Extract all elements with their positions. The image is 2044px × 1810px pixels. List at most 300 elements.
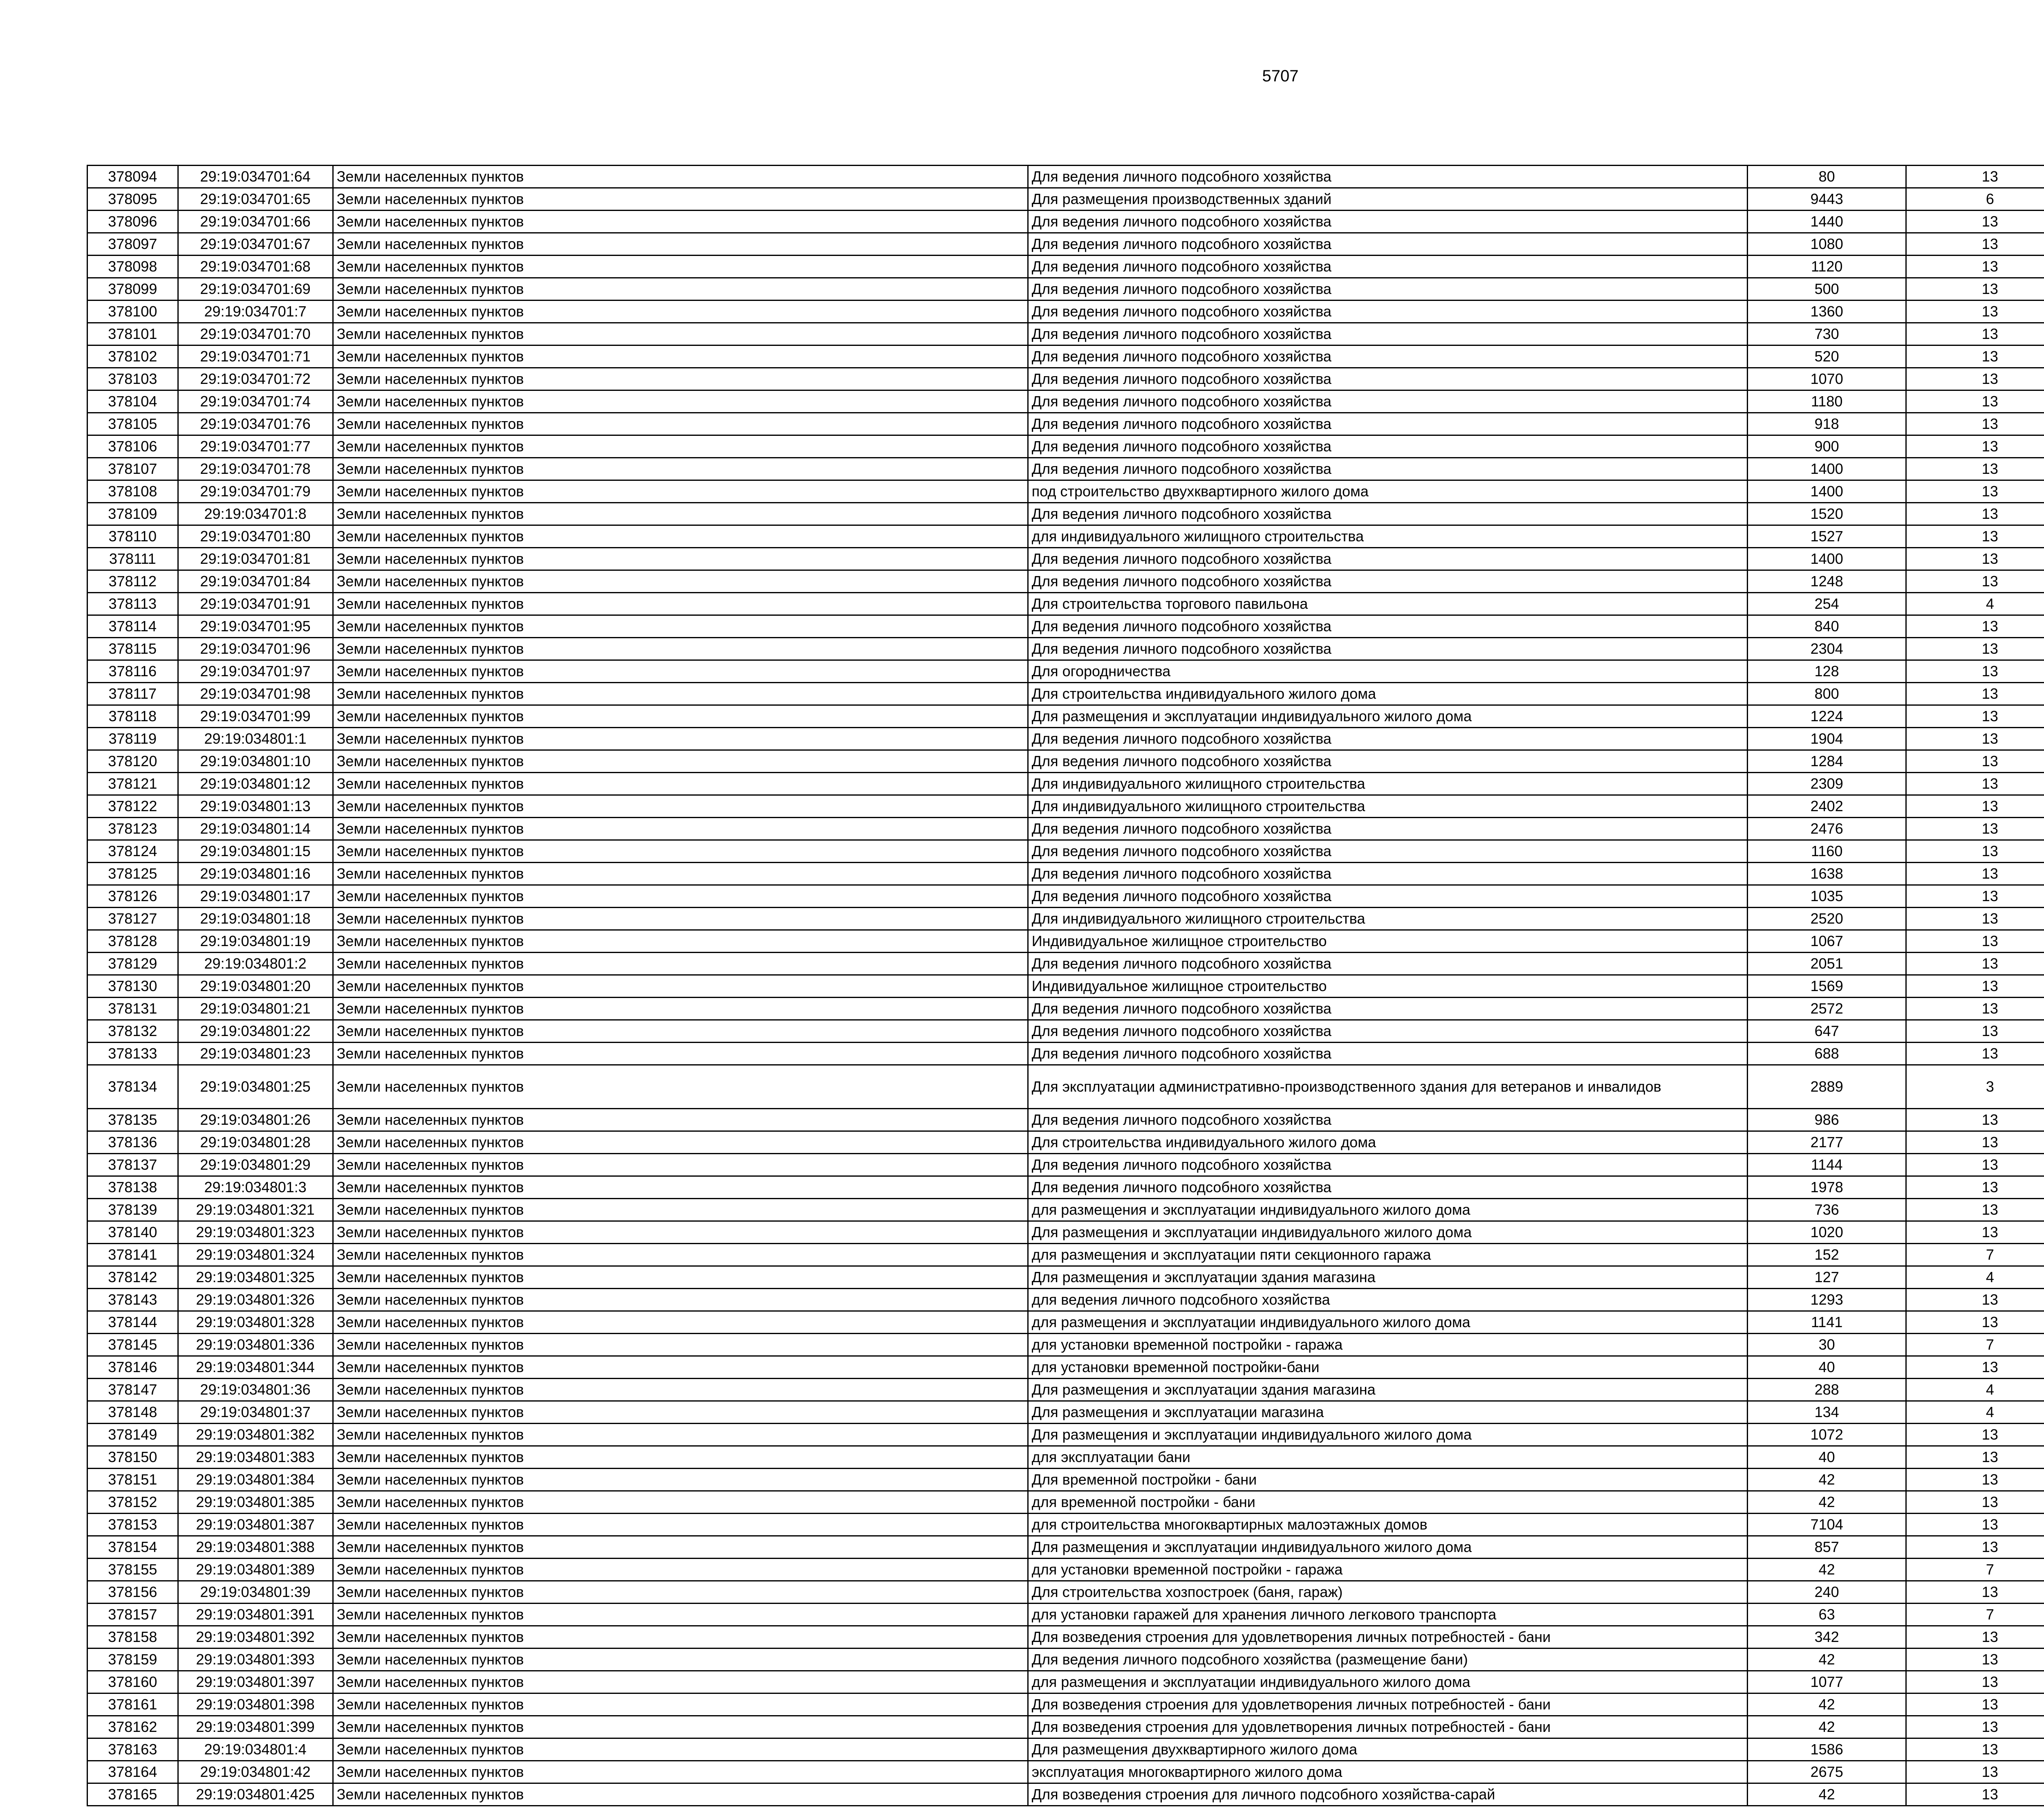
land-category-cell: Земли населенных пунктов [333,548,1028,570]
group-number-cell: 13 [1906,863,2044,885]
permitted-use-cell: Для ведения личного подсобного хозяйства [1028,1176,1747,1199]
area-cell: 1904 [1748,728,1906,750]
table-row [87,233,2044,256]
permitted-use-cell: для установки временной постройки - гаража [1028,1334,1747,1356]
row-number-cell: 378116 [87,660,178,683]
table-row [87,1783,2044,1806]
cadastral-number-cell: 29:19:034801:389 [178,1559,333,1581]
permitted-use-cell: Для огородничества [1028,660,1747,683]
area-cell: 688 [1748,1043,1906,1065]
permitted-use-cell: Для размещения и эксплуатации магазина [1028,1401,1747,1424]
permitted-use-cell: Для ведения личного подсобного хозяйства [1028,570,1747,593]
permitted-use-cell: для строительства многоквартирных малоэтажных домов [1028,1514,1747,1536]
permitted-use-cell: Для ведения личного подсобного хозяйства [1028,345,1747,368]
group-number-cell: 13 [1906,1783,2044,1806]
permitted-use-cell: Для ведения личного подсобного хозяйства [1028,728,1747,750]
row-number-cell: 378121 [87,773,178,795]
land-category-cell: Земли населенных пунктов [333,503,1028,525]
row-number-cell: 378148 [87,1401,178,1424]
land-category-cell: Земли населенных пунктов [333,1065,1028,1109]
area-cell: 1144 [1748,1154,1906,1176]
area-cell: 42 [1748,1649,1906,1671]
land-category-cell: Земли населенных пунктов [333,435,1028,458]
group-number-cell: 13 [1906,233,2044,256]
group-number-cell: 13 [1906,1761,2044,1783]
permitted-use-cell: Для размещения и эксплуатации индивидуального жилого дома [1028,1221,1747,1244]
row-number-cell: 378162 [87,1716,178,1738]
group-number-cell: 13 [1906,548,2044,570]
permitted-use-cell: Для ведения личного подсобного хозяйства [1028,301,1747,323]
area-cell: 900 [1748,435,1906,458]
area-cell: 240 [1748,1581,1906,1604]
area-cell: 986 [1748,1109,1906,1131]
area-cell: 2402 [1748,795,1906,818]
area-cell: 127 [1748,1266,1906,1289]
cadastral-number-cell: 29:19:034801:29 [178,1154,333,1176]
area-cell: 42 [1748,1783,1906,1806]
row-number-cell: 378107 [87,458,178,480]
cadastral-number-cell: 29:19:034801:324 [178,1244,333,1266]
group-number-cell: 13 [1906,368,2044,390]
row-number-cell: 378099 [87,278,178,301]
row-number-cell: 378109 [87,503,178,525]
area-cell: 1586 [1748,1738,1906,1761]
land-category-cell: Земли населенных пунктов [333,615,1028,638]
group-number-cell: 13 [1906,525,2044,548]
row-number-cell: 378123 [87,818,178,840]
permitted-use-cell: Для возведения строения для удовлетворения личных потребностей - бани [1028,1693,1747,1716]
row-number-cell: 378117 [87,683,178,705]
row-number-cell: 378134 [87,1065,178,1109]
table-row [87,1626,2044,1649]
group-number-cell: 13 [1906,795,2044,818]
cadastral-number-cell: 29:19:034801:16 [178,863,333,885]
table-row [87,1311,2044,1334]
area-cell: 1141 [1748,1311,1906,1334]
area-cell: 2675 [1748,1761,1906,1783]
area-cell: 2572 [1748,998,1906,1020]
row-number-cell: 378161 [87,1693,178,1716]
area-cell: 1070 [1748,368,1906,390]
permitted-use-cell: Для размещения и эксплуатации здания магазина [1028,1266,1747,1289]
cadastral-number-cell: 29:19:034801:10 [178,750,333,773]
row-number-cell: 378120 [87,750,178,773]
area-cell: 1224 [1748,705,1906,728]
row-number-cell: 378163 [87,1738,178,1761]
group-number-cell: 13 [1906,705,2044,728]
land-category-cell: Земли населенных пунктов [333,1176,1028,1199]
permitted-use-cell: под строительство двухквартирного жилого дома [1028,480,1747,503]
cadastral-number-cell: 29:19:034801:325 [178,1266,333,1289]
land-category-cell: Земли населенных пунктов [333,525,1028,548]
land-category-cell: Земли населенных пунктов [333,1559,1028,1581]
permitted-use-cell: для эксплуатации бани [1028,1446,1747,1469]
permitted-use-cell: Для ведения личного подсобного хозяйства [1028,863,1747,885]
area-cell: 80 [1748,166,1906,188]
row-number-cell: 378126 [87,885,178,908]
cadastral-number-cell: 29:19:034801:1 [178,728,333,750]
table-row [87,1716,2044,1738]
land-category-cell: Земли населенных пунктов [333,233,1028,256]
page-number: 5707 [1262,67,1299,85]
cadastral-number-cell: 29:19:034701:66 [178,211,333,233]
land-category-cell: Земли населенных пунктов [333,301,1028,323]
area-cell: 857 [1748,1536,1906,1559]
table-row [87,840,2044,863]
land-category-cell: Земли населенных пунктов [333,413,1028,435]
land-category-cell: Земли населенных пунктов [333,908,1028,930]
table-row [87,301,2044,323]
row-number-cell: 378096 [87,211,178,233]
group-number-cell: 7 [1906,1244,2044,1266]
group-number-cell: 13 [1906,503,2044,525]
table-row [87,503,2044,525]
group-number-cell: 13 [1906,1221,2044,1244]
table-row [87,1514,2044,1536]
cadastral-number-cell: 29:19:034801:323 [178,1221,333,1244]
land-category-cell: Земли населенных пунктов [333,1581,1028,1604]
table-row [87,660,2044,683]
table-row [87,1176,2044,1199]
cadastral-number-cell: 29:19:034801:22 [178,1020,333,1043]
land-category-cell: Земли населенных пунктов [333,1020,1028,1043]
cadastral-number-cell: 29:19:034801:392 [178,1626,333,1649]
group-number-cell: 7 [1906,1559,2044,1581]
area-cell: 730 [1748,323,1906,345]
cadastral-number-cell: 29:19:034701:8 [178,503,333,525]
area-cell: 918 [1748,413,1906,435]
group-number-cell: 13 [1906,1738,2044,1761]
land-category-cell: Земли населенных пунктов [333,953,1028,975]
permitted-use-cell: для установки временной постройки-бани [1028,1356,1747,1379]
land-category-cell: Земли населенных пунктов [333,1716,1028,1738]
table-row [87,278,2044,301]
group-number-cell: 13 [1906,638,2044,660]
cadastral-number-cell: 29:19:034701:98 [178,683,333,705]
land-category-cell: Земли населенных пунктов [333,1424,1028,1446]
land-category-cell: Земли населенных пунктов [333,705,1028,728]
cadastral-number-cell: 29:19:034701:84 [178,570,333,593]
permitted-use-cell: Для ведения личного подсобного хозяйства [1028,368,1747,390]
table-row [87,1334,2044,1356]
table-row [87,930,2044,953]
cadastral-number-cell: 29:19:034701:99 [178,705,333,728]
permitted-use-cell: Для ведения личного подсобного хозяйства [1028,390,1747,413]
permitted-use-cell: Для ведения личного подсобного хозяйства [1028,548,1747,570]
cadastral-number-cell: 29:19:034801:344 [178,1356,333,1379]
group-number-cell: 13 [1906,750,2044,773]
area-cell: 1400 [1748,458,1906,480]
row-number-cell: 378144 [87,1311,178,1334]
group-number-cell: 13 [1906,1649,2044,1671]
row-number-cell: 378159 [87,1649,178,1671]
cadastral-number-cell: 29:19:034801:383 [178,1446,333,1469]
table-row [87,211,2044,233]
group-number-cell: 13 [1906,1716,2044,1738]
cadastral-number-cell: 29:19:034701:69 [178,278,333,301]
group-number-cell: 13 [1906,1199,2044,1221]
register-table-wrapper [87,165,2044,1806]
land-category-cell: Земли населенных пунктов [333,1311,1028,1334]
row-number-cell: 378157 [87,1604,178,1626]
land-category-cell: Земли населенных пунктов [333,458,1028,480]
row-number-cell: 378125 [87,863,178,885]
row-number-cell: 378155 [87,1559,178,1581]
cadastral-number-cell: 29:19:034801:37 [178,1401,333,1424]
area-cell: 7104 [1748,1514,1906,1536]
table-row [87,998,2044,1020]
permitted-use-cell: Для индивидуального жилищного строительства [1028,908,1747,930]
permitted-use-cell: Для ведения личного подсобного хозяйства [1028,503,1747,525]
table-row [87,1536,2044,1559]
area-cell: 1638 [1748,863,1906,885]
group-number-cell: 13 [1906,458,2044,480]
land-category-cell: Земли населенных пунктов [333,570,1028,593]
group-number-cell: 13 [1906,1176,2044,1199]
row-number-cell: 378114 [87,615,178,638]
table-row [87,1581,2044,1604]
group-number-cell: 13 [1906,1131,2044,1154]
permitted-use-cell: Для размещения и эксплуатации индивидуального жилого дома [1028,1424,1747,1446]
cadastral-number-cell: 29:19:034801:382 [178,1424,333,1446]
group-number-cell: 13 [1906,1536,2044,1559]
cadastral-number-cell: 29:19:034701:64 [178,166,333,188]
row-number-cell: 378147 [87,1379,178,1401]
land-category-cell: Земли населенных пунктов [333,1266,1028,1289]
group-number-cell: 13 [1906,975,2044,998]
land-category-cell: Земли населенных пунктов [333,345,1028,368]
row-number-cell: 378100 [87,301,178,323]
permitted-use-cell: Для строительства индивидуального жилого дома [1028,1131,1747,1154]
land-category-cell: Земли населенных пунктов [333,1514,1028,1536]
table-row [87,435,2044,458]
table-row [87,1199,2044,1221]
row-number-cell: 378122 [87,795,178,818]
land-category-cell: Земли населенных пунктов [333,660,1028,683]
area-cell: 42 [1748,1469,1906,1491]
table-row [87,1109,2044,1131]
cadastral-number-cell: 29:19:034701:72 [178,368,333,390]
cadastral-number-cell: 29:19:034801:12 [178,773,333,795]
row-number-cell: 378158 [87,1626,178,1649]
area-cell: 500 [1748,278,1906,301]
cadastral-number-cell: 29:19:034801:18 [178,908,333,930]
table-row [87,1491,2044,1514]
area-cell: 1080 [1748,233,1906,256]
area-cell: 128 [1748,660,1906,683]
area-cell: 40 [1748,1446,1906,1469]
group-number-cell: 13 [1906,301,2044,323]
area-cell: 152 [1748,1244,1906,1266]
cadastral-number-cell: 29:19:034801:21 [178,998,333,1020]
row-number-cell: 378103 [87,368,178,390]
group-number-cell: 13 [1906,773,2044,795]
table-row [87,458,2044,480]
row-number-cell: 378145 [87,1334,178,1356]
cadastral-number-cell: 29:19:034701:91 [178,593,333,615]
area-cell: 1293 [1748,1289,1906,1311]
land-category-cell: Земли населенных пунктов [333,211,1028,233]
group-number-cell: 6 [1906,188,2044,211]
group-number-cell: 13 [1906,323,2044,345]
permitted-use-cell: Для индивидуального жилищного строительства [1028,795,1747,818]
row-number-cell: 378139 [87,1199,178,1221]
cadastral-number-cell: 29:19:034801:398 [178,1693,333,1716]
land-category-cell: Земли населенных пунктов [333,930,1028,953]
permitted-use-cell: Для ведения личного подсобного хозяйства [1028,1043,1747,1065]
cadastral-number-cell: 29:19:034701:80 [178,525,333,548]
group-number-cell: 13 [1906,166,2044,188]
group-number-cell: 13 [1906,1020,2044,1043]
row-number-cell: 378106 [87,435,178,458]
table-row [87,953,2044,975]
permitted-use-cell: Для ведения личного подсобного хозяйства [1028,953,1747,975]
cadastral-number-cell: 29:19:034801:17 [178,885,333,908]
permitted-use-cell: для размещения и эксплуатации индивидуального жилого дома [1028,1311,1747,1334]
row-number-cell: 378164 [87,1761,178,1783]
cadastral-number-cell: 29:19:034701:7 [178,301,333,323]
cadastral-number-cell: 29:19:034801:14 [178,818,333,840]
group-number-cell: 13 [1906,1311,2044,1334]
table-row [87,1761,2044,1783]
row-number-cell: 378110 [87,525,178,548]
group-number-cell: 4 [1906,593,2044,615]
cadastral-number-cell: 29:19:034801:28 [178,1131,333,1154]
land-category-cell: Земли населенных пунктов [333,1221,1028,1244]
group-number-cell: 13 [1906,1043,2044,1065]
permitted-use-cell: Для строительства хозпостроек (баня, гараж) [1028,1581,1747,1604]
permitted-use-cell: для размещения и эксплуатации пяти секционного гаража [1028,1244,1747,1266]
group-number-cell: 13 [1906,1109,2044,1131]
permitted-use-cell: Для ведения личного подсобного хозяйства [1028,638,1747,660]
cadastral-number-cell: 29:19:034701:81 [178,548,333,570]
table-row [87,1604,2044,1626]
permitted-use-cell: Для индивидуального жилищного строительства [1028,773,1747,795]
group-number-cell: 13 [1906,998,2044,1020]
cadastral-number-cell: 29:19:034801:42 [178,1761,333,1783]
permitted-use-cell: Для размещения и эксплуатации индивидуального жилого дома [1028,1536,1747,1559]
row-number-cell: 378146 [87,1356,178,1379]
table-row [87,1244,2044,1266]
table-row [87,1266,2044,1289]
area-cell: 736 [1748,1199,1906,1221]
permitted-use-cell: Для ведения личного подсобного хозяйства [1028,998,1747,1020]
permitted-use-cell: для размещения и эксплуатации индивидуального жилого дома [1028,1671,1747,1693]
permitted-use-cell: для размещения и эксплуатации индивидуального жилого дома [1028,1199,1747,1221]
land-register-table [87,165,2044,1806]
table-row [87,1379,2044,1401]
area-cell: 2476 [1748,818,1906,840]
area-cell: 40 [1748,1356,1906,1379]
table-row [87,705,2044,728]
group-number-cell: 13 [1906,1671,2044,1693]
table-row [87,615,2044,638]
group-number-cell: 13 [1906,1154,2044,1176]
land-category-cell: Земли населенных пунктов [333,1693,1028,1716]
land-category-cell: Земли населенных пунктов [333,795,1028,818]
group-number-cell: 13 [1906,818,2044,840]
table-row [87,975,2044,998]
row-number-cell: 378095 [87,188,178,211]
area-cell: 2177 [1748,1131,1906,1154]
land-category-cell: Земли населенных пунктов [333,1671,1028,1693]
cadastral-number-cell: 29:19:034801:328 [178,1311,333,1334]
permitted-use-cell: Для ведения личного подсобного хозяйства [1028,413,1747,435]
cadastral-number-cell: 29:19:034801:425 [178,1783,333,1806]
cadastral-number-cell: 29:19:034801:388 [178,1536,333,1559]
area-cell: 1072 [1748,1424,1906,1446]
row-number-cell: 378136 [87,1131,178,1154]
permitted-use-cell: Для возведения строения для удовлетворения личных потребностей - бани [1028,1716,1747,1738]
permitted-use-cell: эксплуатация многоквартирного жилого дома [1028,1761,1747,1783]
cadastral-number-cell: 29:19:034801:4 [178,1738,333,1761]
cadastral-number-cell: 29:19:034801:25 [178,1065,333,1109]
row-number-cell: 378151 [87,1469,178,1491]
cadastral-number-cell: 29:19:034701:70 [178,323,333,345]
land-category-cell: Земли населенных пунктов [333,728,1028,750]
cadastral-number-cell: 29:19:034801:393 [178,1649,333,1671]
land-category-cell: Земли населенных пунктов [333,1469,1028,1491]
row-number-cell: 378111 [87,548,178,570]
row-number-cell: 378124 [87,840,178,863]
cadastral-number-cell: 29:19:034801:26 [178,1109,333,1131]
land-category-cell: Земли населенных пунктов [333,368,1028,390]
permitted-use-cell: Для ведения личного подсобного хозяйства [1028,750,1747,773]
land-category-cell: Земли населенных пунктов [333,256,1028,278]
row-number-cell: 378143 [87,1289,178,1311]
area-cell: 342 [1748,1626,1906,1649]
row-number-cell: 378156 [87,1581,178,1604]
permitted-use-cell: Для ведения личного подсобного хозяйства [1028,840,1747,863]
cadastral-number-cell: 29:19:034801:39 [178,1581,333,1604]
permitted-use-cell: Для размещения и эксплуатации здания магазина [1028,1379,1747,1401]
area-cell: 134 [1748,1401,1906,1424]
table-row [87,166,2044,188]
group-number-cell: 13 [1906,840,2044,863]
table-row [87,368,2044,390]
area-cell: 2051 [1748,953,1906,975]
permitted-use-cell: Для ведения личного подсобного хозяйства (размещение бани) [1028,1649,1747,1671]
cadastral-number-cell: 29:19:034801:2 [178,953,333,975]
area-cell: 1569 [1748,975,1906,998]
table-row [87,818,2044,840]
permitted-use-cell: Индивидуальное жилищное строительство [1028,930,1747,953]
table-row [87,1356,2044,1379]
land-category-cell: Земли населенных пунктов [333,1446,1028,1469]
permitted-use-cell: Для ведения личного подсобного хозяйства [1028,323,1747,345]
table-row [87,863,2044,885]
row-number-cell: 378104 [87,390,178,413]
row-number-cell: 378165 [87,1783,178,1806]
area-cell: 2520 [1748,908,1906,930]
table-row [87,728,2044,750]
table-row [87,1131,2044,1154]
land-category-cell: Земли населенных пунктов [333,1761,1028,1783]
cadastral-number-cell: 29:19:034801:397 [178,1671,333,1693]
land-category-cell: Земли населенных пунктов [333,885,1028,908]
group-number-cell: 13 [1906,1491,2044,1514]
area-cell: 1180 [1748,390,1906,413]
table-row [87,1289,2044,1311]
land-category-cell: Земли населенных пунктов [333,1356,1028,1379]
cadastral-number-cell: 29:19:034701:76 [178,413,333,435]
row-number-cell: 378150 [87,1446,178,1469]
table-row [87,548,2044,570]
table-row [87,750,2044,773]
table-row [87,1469,2044,1491]
area-cell: 30 [1748,1334,1906,1356]
permitted-use-cell: Для ведения личного подсобного хозяйства [1028,233,1747,256]
